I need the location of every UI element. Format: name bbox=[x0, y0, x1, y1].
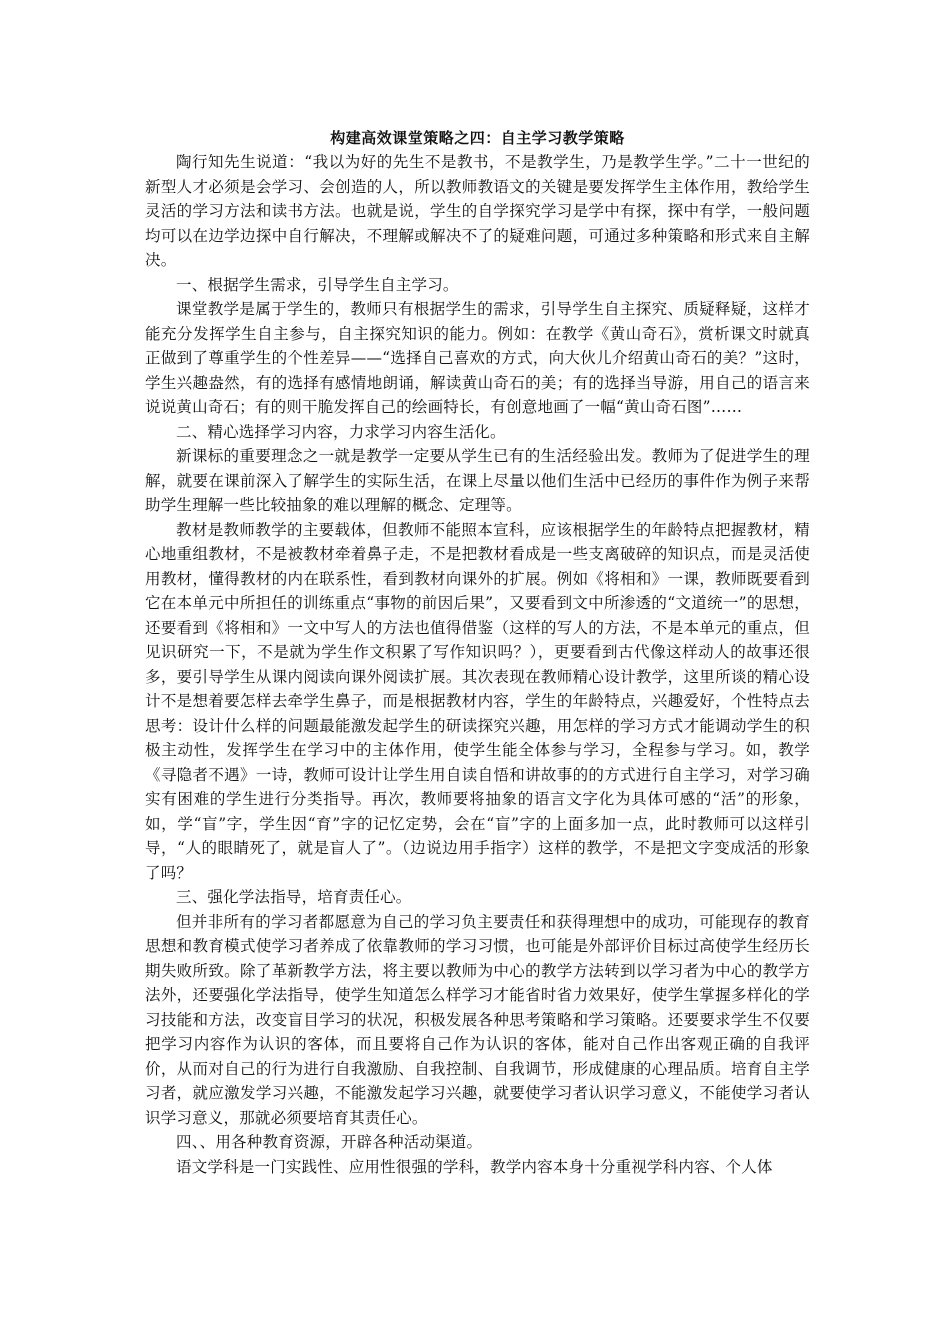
section-paragraph: 但并非所有的学习者都愿意为自己的学习负主要责任和获得理想中的成功，可能现存的教育思想和教育模式使学习者养成了依靠教师的学习习惯，也可能是外部评价目标过高使学生经历长期失败所致。除了革新教学方法，将主要以教师为中心的教学方法转到以学习者为中心的教学方法外，还要强化学法指导，使学生知道怎么样学习才能省时省力效果好，使学生掌握多样化的学习技能和方法，改变盲目学习的状况，积极发展各种思考策略和学习策略。还要要求学生不仅要把学习内容作为认识的客体，而且要将自己作为认识的客体，能对自己作出客观正确的自我评价，从而对自己的行为进行自我激励、自我控制、自我调节，形成健康的心理品质。培育自主学习者，就应激发学习兴趣，不能激发起学习兴趣，就要使学习者认识学习意义，不能使学习者认识学习意义，那就必须要培育其责任心。 bbox=[145, 912, 810, 1127]
section-paragraph: 语文学科是一门实践性、应用性很强的学科，教学内容本身十分重视学科内容、个人体 bbox=[176, 1157, 773, 1176]
intro-paragraph: 陶行知先生说道：“我以为好的先生不是教书，不是教学生，乃是教学生学。”二十一世纪的新型人才必须是会学习、会创造的人，所以教师教语文的关键是要发挥学生主体作用，教给学生灵活的学习方法和读书方法。也就是说，学生的自学探究学习是学中有探，探中有学，一般问题均可以在边学边探中自行解决，不理解或解决不了的疑难问题，可通过多种策略和形式来自主解决。 bbox=[145, 153, 810, 269]
section-2 bbox=[145, 420, 810, 886]
section-paragraph: 新课标的重要理念之一就是教学一定要从学生已有的生活经验出发。教师为了促进学生的理解，就要在课前深入了解学生的实际生活，在课上尽量以他们生活中已经历的事件作为例子来帮助学生理解一些比较抽象的难以理解的概念、定理等。 bbox=[145, 447, 810, 514]
document-title: 构建高效课堂策略之四：自主学习教学策略 bbox=[330, 129, 625, 147]
section-1 bbox=[145, 273, 810, 420]
section-heading: 一、根据学生需求，引导学生自主学习。 bbox=[176, 275, 459, 294]
section-heading: 三、强化学法指导，培育责任心。 bbox=[176, 888, 412, 906]
section-3 bbox=[145, 885, 810, 1130]
section-heading: 二、精心选择学习内容，力求学习内容生活化。 bbox=[176, 422, 506, 441]
section-paragraph: 课堂教学是属于学生的，教师只有根据学生的需求，引导学生自主探究、质疑释疑，这样才能充分发挥学生自主参与，自主探究知识的能力。例如：在教学《黄山奇石》，赏析课文时就真正做到了尊重学生的个性差异——“选择自己喜欢的方式，向大伙儿介绍黄山奇石的美？”这时，学生兴趣盎然，有的选择有感情地朗诵，解读黄山奇石的美；有的选择当导游，用自己的语言来说说黄山奇石；有的则干脆发挥自己的绘画特长，有创意地画了一幅“黄山奇石图”…… bbox=[145, 300, 810, 416]
section-paragraph: 教材是教师教学的主要载体，但教师不能照本宣科，应该根据学生的年龄特点把握教材，精心地重组教材，不是被教材牵着鼻子走，不是把教材看成是一些支离破碎的知识点，而是灵活使用教材，懂得教材的内在联系性，看到教材向课外的扩展。例如《将相和》一课，教师既要看到它在本单元中所担任的训练重点“事物的前因后果”，又要看到文中所渗透的“文道统一”的思想，还要看到《将相和》一文中写人的方法也值得借鉴（这样的写人的方法，不是本单元的重点，但见识研究一下，不是就为学生作文积累了写作知识吗？），更要看到古代像这样动人的故事还很多，要引导学生从课内阅读向课外阅读扩展。其次表现在教师精心设计教学，这里所谈的精心设计不是想着要怎样去牵学生鼻子，而是根据教材内容，学生的年龄特点，兴趣爱好，个性特点去思考：设计什么样的问题最能激发起学生的研读探究兴趣，用怎样的学习方式才能调动学生的积极主动性，发挥学生在学习中的主体作用，使学生能全体参与学习，全程参与学习。如，教学《寻隐者不遇》一诗，教师可设计让学生用自读自悟和讲故事的的方式进行自主学习，对学习确实有困难的学生进行分类指导。再次，教师要将抽象的语言文字化为具体可感的“活”的形象，如，学“盲”字，学生因“育”字的记忆定势，会在“盲”字的上面多加一点，此时教师可以这样引导，“人的眼睛死了，就是盲人了”。（边说边用手指字）这样的教学，不是把文字变成活的形象了吗？ bbox=[145, 520, 810, 882]
section-4 bbox=[145, 1130, 810, 1179]
section-heading: 四、、用各种教育资源，开辟各种活动渠道。 bbox=[176, 1133, 483, 1151]
document-page bbox=[145, 128, 810, 1179]
